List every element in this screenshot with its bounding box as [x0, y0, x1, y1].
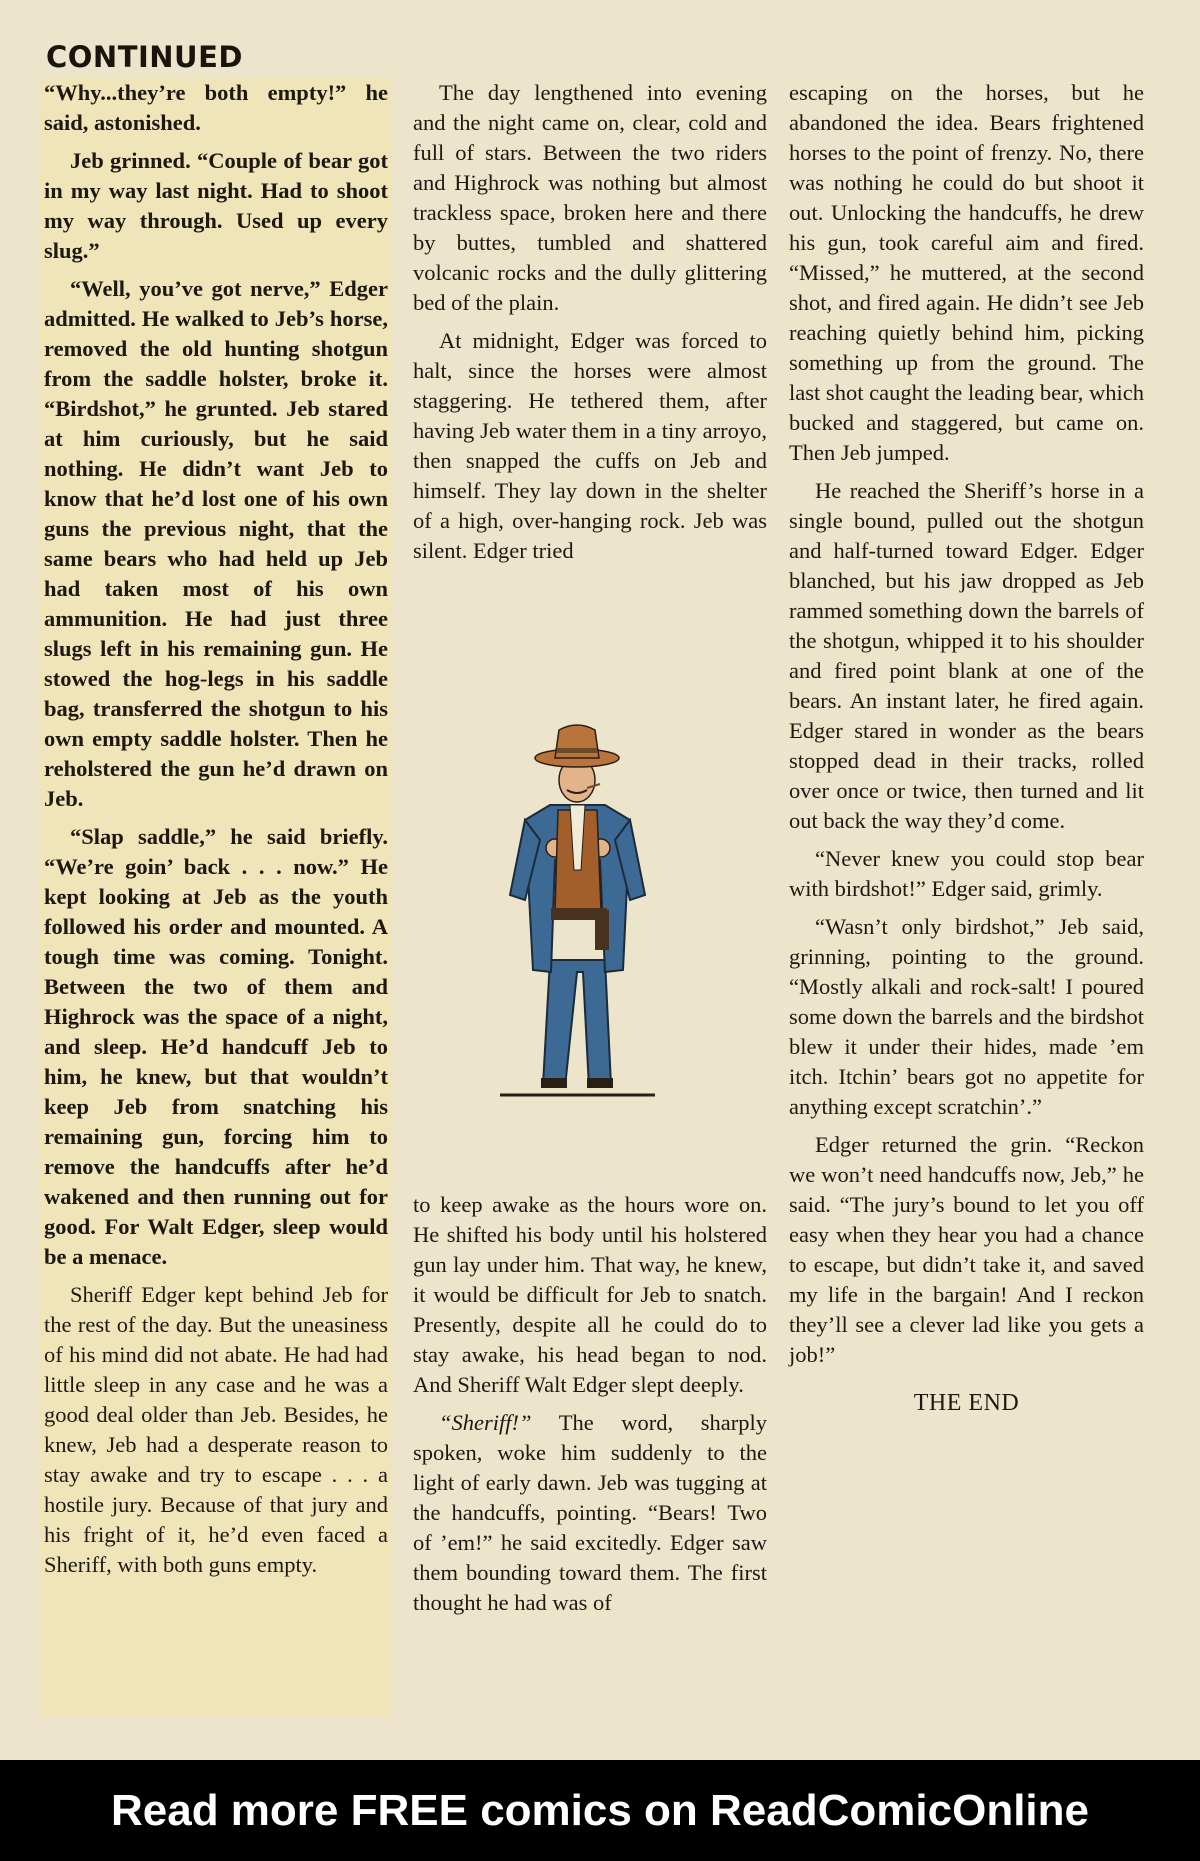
- paragraph: escaping on the horses, but he abandoned the idea. Bears frightened horses to the point of frenzy. No, there was nothing he could do but shoot it out. Unlocking the handcuffs, he drew his gun, took careful aim and fired. “Missed,” he muttered, at the second shot, and fired again. He didn’t see Jeb reaching quietly behind him, picking something up from the ground. The last shot caught the leading bear, which bucked and staggered, but came on. Then Jeb jumped.: [789, 80, 1144, 465]
- paragraph: Jeb grinned. “Couple of bear got in my way last night. Had to shoot my way through. Used up every slug.”: [44, 148, 388, 263]
- paragraph: “Why...they’re both empty!” he said, astonished.: [44, 80, 388, 135]
- footer-link-text[interactable]: Read more FREE comics on ReadComicOnline: [110, 1785, 1089, 1835]
- text-column-1: [40, 78, 392, 1718]
- paragraph: “Slap saddle,” he said briefly. “We’re goin’ back . . . now.” He kept looking at Jeb as the youth followed his order and mounted. A tough time was coming. Tonight. Between the two of them and Highrock was the space of a night, and sleep. He’d handcuff Jeb to him, he knew, but that wouldn’t keep Jeb from snatching his remaining gun, forcing him to remove the handcuffs after he’d wakened and then running out for good. For Walt Edger, sleep would be a menace.: [44, 824, 388, 1269]
- the-end-label: THE END: [913, 1390, 1020, 1416]
- paragraph-rest: The word, sharply spoken, woke him suddenly to the light of early dawn. Jeb was tugging at the handcuffs, pointing. “Bears! Two of ’em!” he said excitedly. Edger saw them bounding toward them. The first thought he had was of: [413, 1410, 767, 1615]
- paragraph: “Well, you’ve got nerve,” Edger admitted. He walked to Jeb’s horse, removed the old hunting shotgun from the saddle holster, broke it. “Birdshot,” he grunted. Jeb stared at him curiously, but he said nothing. He didn’t want Jeb to know that he’d lost one of his own guns the previous night, that the same bears who had held up Jeb had taken most of his own ammunition. He had just three slugs left in his remaining gun. He stowed the hog-legs in his saddle bag, transferred the shotgun to his own empty saddle holster. Then he reholstered the gun he’d drawn on Jeb.: [44, 276, 388, 811]
- cowboy-figure-illustration: [455, 710, 725, 1110]
- paragraph: “Wasn’t only birdshot,” Jeb said, grinning, pointing to the ground. “Mostly alkali and rock-salt! I poured some down the barrels and the birdshot blew it under their hides, made ’em itch. Itchin’ bears got no appetite for anything except scratchin’.”: [789, 914, 1144, 1119]
- paragraph: At midnight, Edger was forced to halt, since the horses were almost staggering. He tethered them, after having Jeb water them in a tiny arroyo, then snapped the cuffs on Jeb and himself. They lay down in the shelter of a high, over-hanging rock. Jeb was silent. Edger tried: [413, 328, 767, 563]
- paragraph: Edger returned the grin. “Reckon we won’t need handcuffs now, Jeb,” he said. “The jury’s bound to let you off easy when they hear you had a chance to escape, but didn’t take it, and saved my life in the bargain! And I reckon they’ll see a clever lad like you gets a job!”: [789, 1132, 1144, 1367]
- continued-heading: CONTINUED: [46, 40, 243, 74]
- cowboy-illustration-icon: [455, 710, 725, 1110]
- text-column-2-top: [413, 78, 767, 574]
- footer-banner[interactable]: [0, 1760, 1200, 1861]
- paragraph: “Never knew you could stop bear with birdshot!” Edger said, grimly.: [789, 846, 1144, 901]
- italic-exclamation: “Sheriff!”: [439, 1410, 532, 1435]
- paragraph: The day lengthened into evening and the night came on, clear, cold and full of stars. Between the two riders and Highrock was nothing but almost trackless space, broken here and there by buttes, tumbled and shattered volcanic rocks and the dully glittering bed of the plain.: [413, 80, 767, 315]
- paragraph: to keep awake as the hours wore on. He shifted his body until his holstered gun lay under him. That way, he knew, it would be difficult for Jeb to snatch. Presently, despite all he could do to stay awake, his head began to nod. And Sheriff Walt Edger slept deeply.: [413, 1192, 767, 1397]
- paragraph: He reached the Sheriff’s horse in a single bound, pulled out the shotgun and half-turned toward Edger. Edger blanched, but his jaw dropped as Jeb rammed something down the barrels of the shotgun, whipped it to his shoulder and fired point blank at one of the bears. An instant later, he fired again. Edger stared in wonder as the bears stopped dead in their tracks, rolled over once or twice, then turned and lit out back the way they’d come.: [789, 478, 1144, 833]
- paragraph: Sheriff Edger kept behind Jeb for the rest of the day. But the uneasiness of his mind did not abate. He had had little sleep in any case and he was a good deal older than Jeb. Besides, he knew, Jeb had a desperate reason to stay awake and try to escape . . . a hostile jury. Because of that jury and his fright of it, he’d even faced a Sheriff, with both guns empty.: [44, 1282, 388, 1577]
- paragraph: [413, 1408, 767, 1618]
- text-column-3: [789, 78, 1144, 1426]
- text-column-2-bottom: [413, 1190, 767, 1626]
